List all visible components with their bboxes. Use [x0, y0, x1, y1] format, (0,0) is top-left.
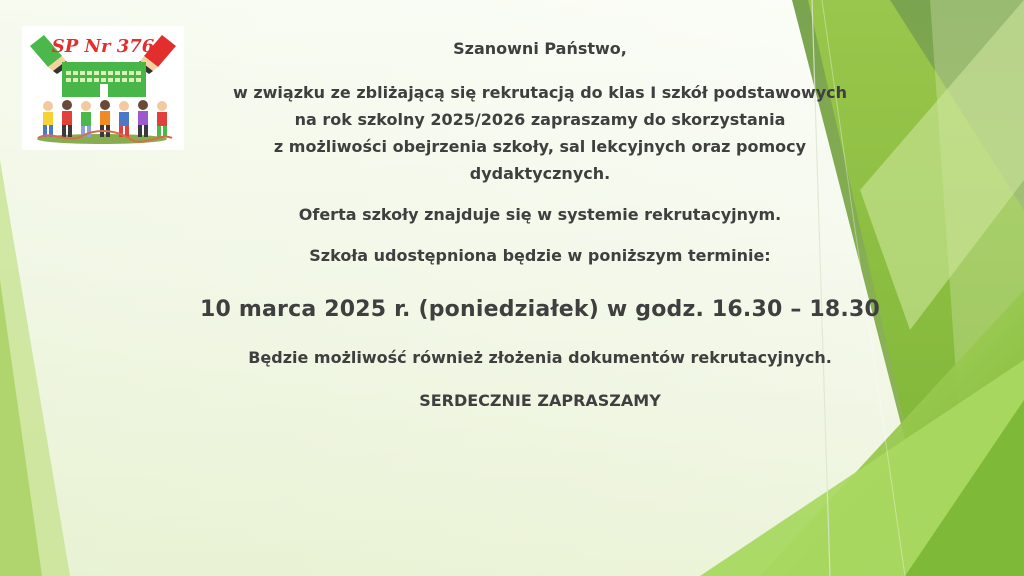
- greeting-text: Szanowni Państwo,: [453, 39, 627, 58]
- logo-title: SP Nr 376: [51, 36, 155, 57]
- intro-line-1: w związku ze zbliżającą się rekrutacją do klas I szkół podstawowych: [232, 83, 848, 102]
- closing-text: SERDECZNIE ZAPRASZAMY: [419, 391, 661, 410]
- announcement-content: [180, 36, 900, 414]
- school-building-icon: [62, 62, 146, 97]
- school-logo: [22, 26, 184, 150]
- intro-line-4: dydaktycznych.: [469, 164, 611, 183]
- intro-line-2: na rok szkolny 2025/2026 zapraszamy do skorzystania: [294, 110, 786, 129]
- intro-line-3: z możliwości obejrzenia szkoły, sal lekcyjnych oraz pomocy: [273, 137, 807, 156]
- schedule-text: Szkoła udostępniona będzie w poniższym terminie:: [309, 246, 771, 265]
- documents-text: Będzie możliwość również złożenia dokumentów rekrutacyjnych.: [248, 348, 832, 367]
- date-text: 10 marca 2025 r. (poniedziałek) w godz. 16.30 – 18.30: [200, 297, 880, 322]
- offer-text: Oferta szkoły znajduje się w systemie rekrutacyjnym.: [298, 205, 782, 224]
- intro-paragraph: [180, 79, 900, 187]
